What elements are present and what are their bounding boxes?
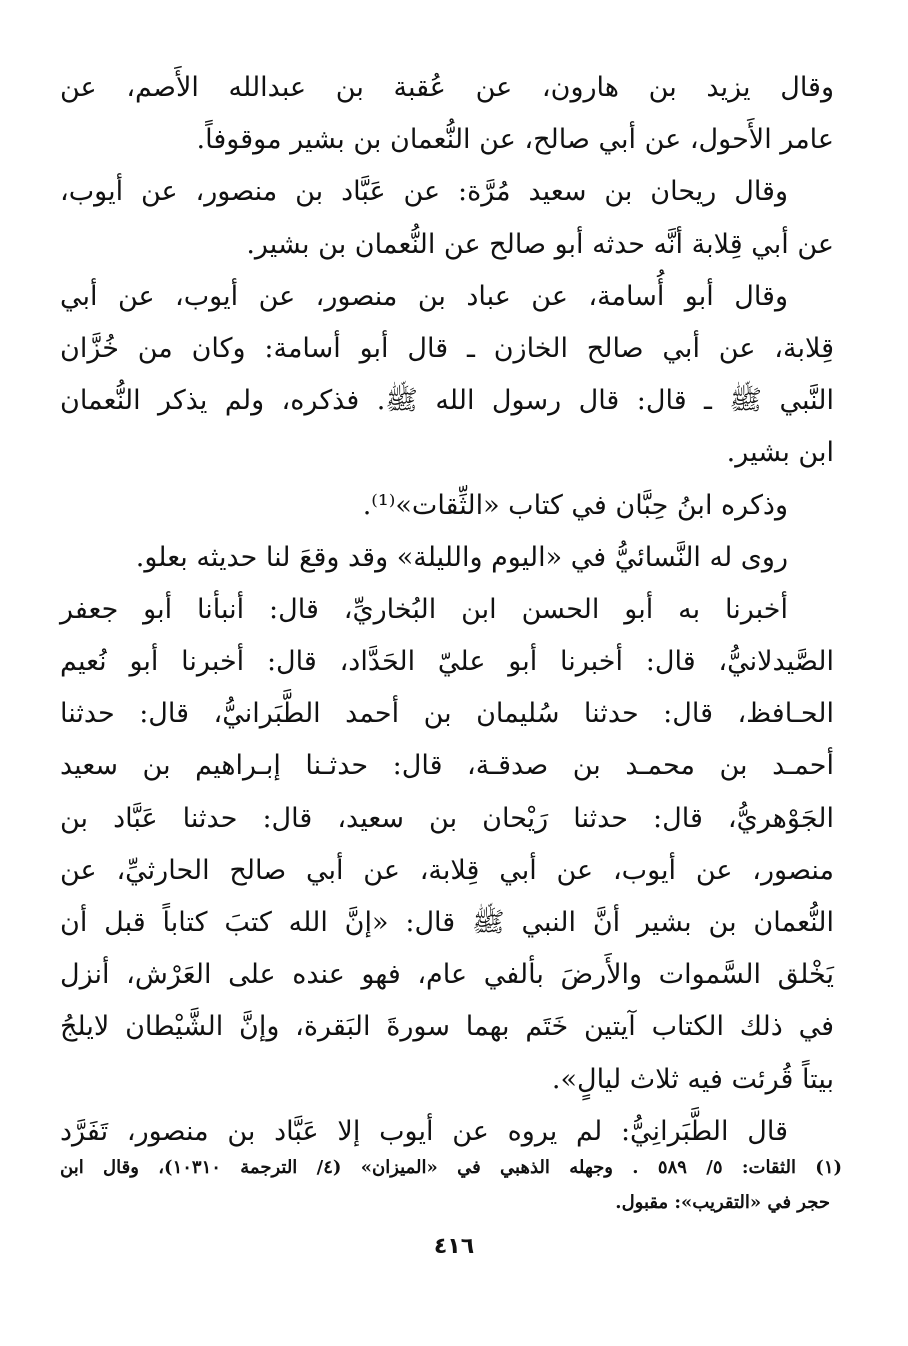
body-line: ابن بشير.	[726, 437, 834, 469]
body-line: بيتاً قُرئت فيه ثلاث ليالٍ».	[551, 1063, 834, 1095]
body-text	[60, 62, 834, 1158]
body-line: أحمـد بن محمـد بن صدقـة، قال: حدثـنا إبـراهيم بن سعيد	[60, 750, 834, 782]
page-number: ٤١٦	[433, 1234, 475, 1259]
body-line: عن أبي قِلابة أنَّه حدثه أبو صالح عن النُّعمان بن بشير.	[246, 228, 834, 260]
body-line: الحـافظ، قال: حدثنا سُليمان بن أحمد الطَّبَرانيُّ، قال: حدثنا	[60, 698, 834, 730]
body-line: الصَّيدلانيُّ، قال: أخبرنا أبو عليّ الحَدَّاد، قال: أخبرنا أبو نُعيم	[60, 646, 834, 678]
body-line: أخبرنا به أبو الحسن ابن البُخاريِّ، قال: أنبأنا أبو جعفر	[60, 593, 788, 625]
body-line: النَّبي ﷺ ـ قال: قال رسول الله ﷺ. فذكره، ولم يذكر النُّعمان	[60, 385, 834, 417]
body-line: قال الطَّبَرانِيُّ: لم يروه عن أيوب إلا عَبَّاد بن منصور، تَفَرَّد	[60, 1115, 788, 1147]
body-line: الجَوْهريُّ، قال: حدثنا رَيْحان بن سعيد، قال: حدثنا عَبَّاد بن	[60, 802, 834, 834]
body-line: وقال ريحان بن سعيد مُرَّة: عن عَبَّاد بن منصور، عن أيوب،	[60, 176, 788, 208]
body-line: قِلابة، عن أبي صالح الخازن ـ قال أبو أسامة: وكان من خُزَّان	[60, 332, 834, 364]
body-line: في ذلك الكتاب آيتين خَتَم بهما سورةَ البَقرة، وإنَّ الشَّيْطان لايلجُ	[60, 1011, 835, 1043]
footnote-line: حجر في «التقريب»: مقبول.	[615, 1192, 830, 1213]
body-line: النُّعمان بن بشير أنَّ النبي ﷺ قال: «إنَّ الله كتبَ كتاباً قبل أن	[60, 907, 834, 938]
footnote-line: (١) الثقات: ٥/ ٥٨٩ . وجهله الذهبي في «الميزان» (٤/ الترجمة ١٠٣١٠)، وقال ابن	[60, 1157, 843, 1178]
body-line: وقال أبو أُسامة، عن عباد بن منصور، عن أيوب، عن أبي	[60, 280, 788, 312]
body-line: عامر الأَحول، عن أبي صالح، عن النُّعمان بن بشير موقوفاً.	[196, 124, 834, 156]
body-line: منصور، عن أيوب، عن أبي قِلابة، عن أبي صالح الحارثيِّ، عن	[60, 854, 834, 886]
body-line: وذكره ابنُ حِبَّان في كتاب «الثِّقات»⁽¹⁾.	[362, 489, 788, 521]
body-line: وقال يزيد بن هارون، عن عُقبة بن عبدالله الأَصم، عن	[60, 72, 834, 103]
footnote	[60, 1150, 842, 1220]
body-line: يَخْلق السَّموات والأَرضَ بألفي عام، فهو عنده على العَرْش، أنزل	[60, 959, 834, 991]
body-line: روى له النَّسائيُّ في «اليوم والليلة» وقد وقعَ لنا حديثه بعلو.	[135, 541, 788, 573]
